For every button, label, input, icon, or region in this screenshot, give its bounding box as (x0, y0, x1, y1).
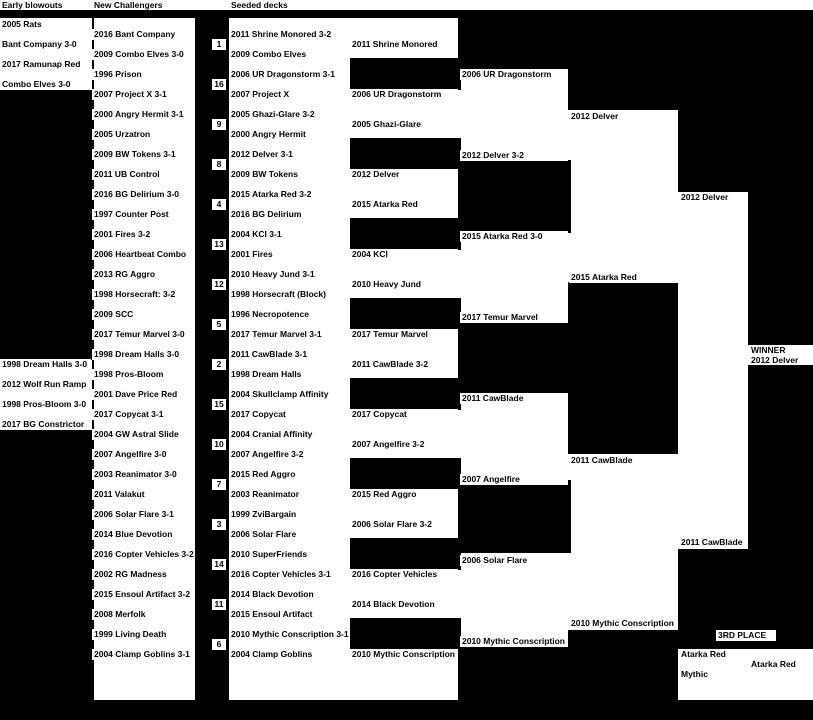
seed-number: 2 (212, 359, 226, 370)
seed-number: 12 (212, 279, 226, 290)
challenger-entry: 2004 GW Astral Slide (92, 429, 195, 440)
challenger-entry: 2007 Project X 3-1 (92, 89, 195, 100)
header-early-blowouts: Early blowouts (2, 0, 63, 10)
seeded-deck-entry: 2005 Ghazi-Glare 3-2 (229, 109, 350, 120)
challenger-entry: 2001 Fires 3-2 (92, 229, 195, 240)
seeded-deck-entry: 2017 Temur Marvel 3-1 (229, 329, 350, 340)
challenger-entry: 1996 Prison (92, 69, 195, 80)
bracket-block (568, 10, 678, 110)
challenger-entry: 2014 Blue Devotion (92, 529, 195, 540)
early-blowout-entry: Bant Company 3-0 (0, 39, 91, 50)
bracket-block (458, 320, 571, 393)
seed-number: 13 (212, 239, 226, 250)
seeded-deck-entry: 2016 BG Delirium (229, 209, 350, 220)
seeded-deck-entry: 2004 Cranial Affinity (229, 429, 350, 440)
early-blowout-entry: Combo Elves 3-0 (0, 79, 91, 90)
seeded-deck-entry: 2001 Fires (229, 249, 350, 260)
early-blowout-entry: 2012 Wolf Run Ramp (0, 379, 91, 390)
semifinal-entry: 2010 Mythic Conscription (569, 618, 678, 629)
challenger-entry: 2011 Valakut (92, 489, 195, 500)
seed-number: 10 (212, 439, 226, 450)
semifinal-entry: 2015 Atarka Red (569, 272, 678, 283)
challenger-entry: 2007 Angelfire 3-0 (92, 449, 195, 460)
seed-number: 14 (212, 559, 226, 570)
round16-entry: 2012 Delver (350, 169, 458, 180)
final-entry: 2011 CawBlade (679, 537, 748, 548)
bracket-block (195, 10, 229, 700)
challenger-entry: 2008 Merfolk (92, 609, 195, 620)
round16-entry: 2006 Solar Flare 3-2 (350, 519, 458, 530)
seeded-deck-entry: 2007 Angelfire 3-2 (229, 449, 350, 460)
challenger-entry: 1999 Living Death (92, 629, 195, 640)
challenger-entry: 2013 RG Aggro (92, 269, 195, 280)
round16-entry: 2010 Heavy Jund (350, 279, 458, 290)
challenger-entry: 2006 Heartbeat Combo (92, 249, 195, 260)
early-blowout-entry: 2017 Ramunap Red (0, 59, 91, 70)
semifinal-entry: 2011 CawBlade (569, 455, 678, 466)
round16-entry: 2011 CawBlade 3-2 (350, 359, 458, 370)
bracket-block (0, 430, 92, 720)
seeded-deck-entry: 2011 CawBlade 3-1 (229, 349, 350, 360)
challenger-entry: 2016 Bant Company (92, 29, 195, 40)
round16-entry: 2005 Ghazi-Glare (350, 119, 458, 130)
challenger-entry: 2009 SCC (92, 309, 195, 320)
challenger-entry: 2017 Copycat 3-1 (92, 409, 195, 420)
quarterfinal-entry: 2007 Angelfire (460, 474, 568, 485)
round16-entry: 2007 Angelfire 3-2 (350, 439, 458, 450)
challenger-entry: 2009 Combo Elves 3-0 (92, 49, 195, 60)
round16-entry: 2011 Shrine Monored (350, 39, 458, 50)
round16-entry: 2014 Black Devotion (350, 599, 458, 610)
seeded-deck-entry: 2006 Solar Flare (229, 529, 350, 540)
seeded-deck-entry: 2003 Reanimator (229, 489, 350, 500)
quarterfinal-entry: 2011 CawBlade (460, 393, 568, 404)
challenger-entry: 2016 Copter Vehicles 3-2 (94, 549, 194, 559)
round16-entry: 2010 Mythic Conscription (350, 649, 458, 660)
round16-entry: 2017 Temur Marvel (350, 329, 458, 340)
bracket-block (458, 10, 571, 70)
seed-number: 9 (212, 119, 226, 130)
seed-number: 3 (212, 519, 226, 530)
bracket-block (568, 282, 678, 454)
third-place-entry: Atarka Red (679, 649, 749, 660)
seeded-deck-entry: 2015 Red Aggro (229, 469, 350, 480)
seeded-deck-entry: 2000 Angry Hermit (229, 129, 350, 140)
seeded-deck-entry: 2015 Atarka Red 3-2 (229, 189, 350, 200)
seeded-deck-entry: 2006 UR Dragonstorm 3-1 (229, 69, 350, 80)
seeded-deck-entry: 2009 Combo Elves (229, 49, 350, 60)
seeded-deck-entry: 2016 Copter Vehicles 3-1 (229, 569, 350, 580)
seed-number: 15 (212, 399, 226, 410)
bracket-block (350, 138, 461, 170)
seeded-deck-entry: 1998 Horsecraft (Block) (229, 289, 350, 300)
challenger-entry: 2011 UB Control (92, 169, 195, 180)
seed-number: 16 (212, 79, 226, 90)
round16-entry: 2015 Atarka Red (350, 199, 458, 210)
bracket-block (350, 58, 461, 90)
challenger-entry: 2002 RG Madness (92, 569, 195, 580)
bracket-block (350, 538, 461, 570)
challenger-entry: 2005 Urzatron (92, 129, 195, 140)
challenger-entry: 1998 Horsecraft: 3-2 (92, 289, 195, 300)
seed-number: 6 (212, 639, 226, 650)
round16-entry: 2004 KCI (350, 249, 458, 260)
seeded-deck-entry: 1999 ZviBargain (229, 509, 350, 520)
challenger-entry: 2006 Solar Flare 3-1 (92, 509, 195, 520)
seeded-deck-entry: 2010 Heavy Jund 3-1 (229, 269, 350, 280)
third-place-label: 3RD PLACE (716, 630, 776, 641)
bracket-block (350, 618, 461, 650)
bracket-block (350, 218, 461, 250)
bracket-block (350, 458, 461, 490)
bracket-block (678, 10, 748, 192)
quarterfinal-entry: 2006 UR Dragonstorm (460, 69, 568, 80)
challenger-entry: 2015 Ensoul Artifact 3-2 (92, 589, 195, 600)
challenger-entry: 2017 Temur Marvel 3-0 (92, 329, 195, 340)
challenger-entry: 2004 Clamp Goblins 3-1 (92, 649, 195, 660)
seeded-deck-entry: 2007 Project X (229, 89, 350, 100)
winner-name: 2012 Delver (749, 355, 813, 365)
challenger-entry: 1998 Dream Halls 3-0 (92, 349, 195, 360)
seeded-deck-entry: 2004 Skullclamp Affinity (229, 389, 350, 400)
challenger-entry: 2009 BW Tokens 3-1 (92, 149, 195, 160)
seed-number: 1 (212, 39, 226, 50)
challenger-entry: 1997 Counter Post (92, 209, 195, 220)
bracket-block (458, 160, 571, 233)
challenger-entry: 2016 BG Delirium 3-0 (92, 189, 195, 200)
round16-entry: 2006 UR Dragonstorm (350, 89, 458, 100)
header-new-challengers: New Challengers (94, 0, 163, 10)
bracket-block (748, 365, 813, 630)
seed-number: 5 (212, 319, 226, 330)
bracket-block (92, 700, 813, 720)
bracket-block (678, 549, 748, 629)
bracket-block (748, 10, 813, 345)
round16-entry: 2015 Red Aggro (350, 489, 458, 500)
third-place-winner: Atarka Red (749, 659, 803, 670)
winner-label: WINNER (749, 345, 813, 355)
challenger-entry: 2000 Angry Hermit 3-1 (92, 109, 195, 120)
seeded-deck-entry: 2010 SuperFriends (229, 549, 350, 560)
seeded-deck-entry: 2014 Black Devotion (229, 589, 350, 600)
final-entry: 2012 Delver (679, 192, 748, 203)
early-blowout-entry: 2017 BG Constrictor (0, 419, 91, 430)
seeded-deck-entry: 2012 Delver 3-1 (229, 149, 350, 160)
semifinal-entry: 2012 Delver (569, 111, 678, 122)
bracket-block (458, 640, 571, 713)
bracket-block (350, 378, 461, 410)
bracket-block (568, 630, 678, 700)
seeded-deck-entry: 2010 Mythic Conscription 3-1 (231, 629, 349, 639)
seeded-deck-entry: 1996 Necropotence (229, 309, 350, 320)
seed-number: 7 (212, 479, 226, 490)
bracket-block (0, 90, 92, 360)
quarterfinal-entry: 2015 Atarka Red 3-0 (460, 231, 568, 242)
challenger-entry: 2003 Reanimator 3-0 (92, 469, 195, 480)
early-blowout-entry: 2005 Rats (0, 19, 91, 30)
bracket-block (458, 480, 571, 553)
third-place-entry: Mythic (679, 669, 749, 680)
seeded-deck-entry: 1998 Dream Halls (229, 369, 350, 380)
round16-entry: 2017 Copycat (350, 409, 458, 420)
seed-number: 8 (212, 159, 226, 170)
seeded-deck-entry: 2015 Ensoul Artifact (229, 609, 350, 620)
bracket-block (350, 298, 461, 330)
quarterfinal-entry: 2017 Temur Marvel (460, 312, 568, 323)
challenger-entry: 1998 Pros-Bloom (92, 369, 195, 380)
seed-number: 4 (212, 199, 226, 210)
seed-number: 11 (212, 599, 226, 610)
quarterfinal-entry: 2006 Solar Flare (460, 555, 568, 566)
round16-entry: 2016 Copter Vehicles (350, 569, 458, 580)
seeded-deck-entry: 2009 BW Tokens (229, 169, 350, 180)
challenger-entry: 2001 Dave Price Red (92, 389, 195, 400)
seeded-deck-entry: 2004 Clamp Goblins (229, 649, 350, 660)
early-blowout-entry: 1998 Pros-Bloom 3-0 (0, 399, 91, 410)
seeded-deck-entry: 2004 KCI 3-1 (229, 229, 350, 240)
seeded-deck-entry: 2017 Copycat (229, 409, 350, 420)
seeded-deck-entry: 2011 Shrine Monored 3-2 (229, 29, 350, 40)
header-seeded-decks: Seeded decks (231, 0, 288, 10)
quarterfinal-entry: 2010 Mythic Conscription (460, 636, 568, 647)
quarterfinal-entry: 2012 Delver 3-2 (460, 150, 568, 161)
early-blowout-entry: 1998 Dream Halls 3-0 (0, 359, 91, 370)
